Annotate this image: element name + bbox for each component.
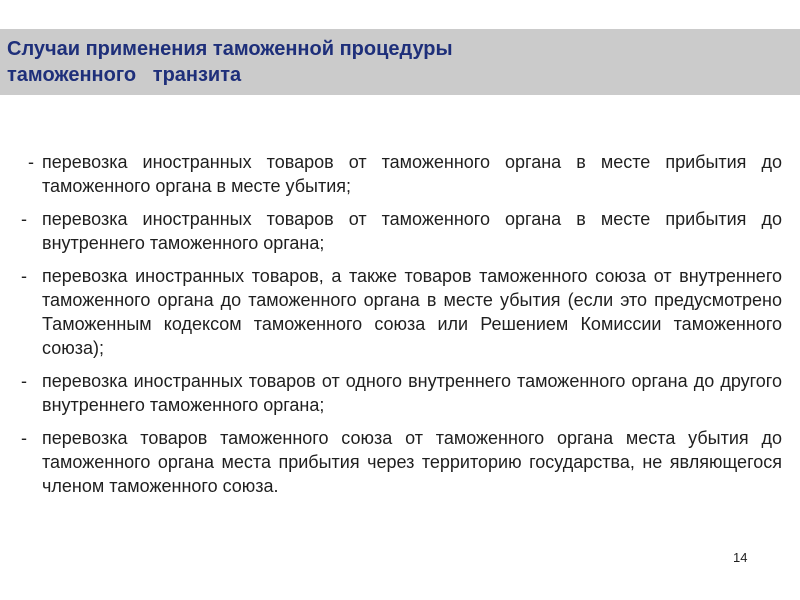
list-item-text: перевозка иностранных товаров, а также товаров таможенного союза от внутреннего таможенного органа до таможенного органа в месте убытия (если это предусмотрено Таможенным кодексом таможенного союза или Решением Комиссии таможенного союза); [42, 266, 782, 358]
list-item-text: перевозка иностранных товаров от таможенного органа в месте прибытия до таможенного органа в месте убытия; [42, 152, 782, 196]
bullet-dash: - [28, 152, 34, 172]
list-item [0, 150, 782, 198]
bullet-dash: - [21, 209, 27, 229]
bullet-list [0, 150, 800, 507]
list-item-text: перевозка товаров таможенного союза от таможенного органа места убытия до таможенного органа места прибытия через территорию государства, не являющегося членом таможенного союза. [42, 428, 782, 496]
bullet-dash: - [21, 266, 27, 286]
list-item-text: перевозка иностранных товаров от таможенного органа в месте прибытия до внутреннего таможенного органа; [42, 209, 782, 253]
list-item [0, 426, 782, 498]
bullet-dash: - [21, 371, 27, 391]
list-item [0, 207, 782, 255]
slide-title: Случаи применения таможенной процедуры таможенного транзита [7, 38, 453, 86]
title-band [0, 29, 800, 95]
list-item-text: перевозка иностранных товаров от одного внутреннего таможенного органа до другого внутреннего таможенного органа; [42, 371, 782, 415]
bullet-dash: - [21, 428, 27, 448]
list-item [0, 369, 782, 417]
list-item [0, 264, 782, 360]
page-number: 14 [733, 550, 748, 565]
